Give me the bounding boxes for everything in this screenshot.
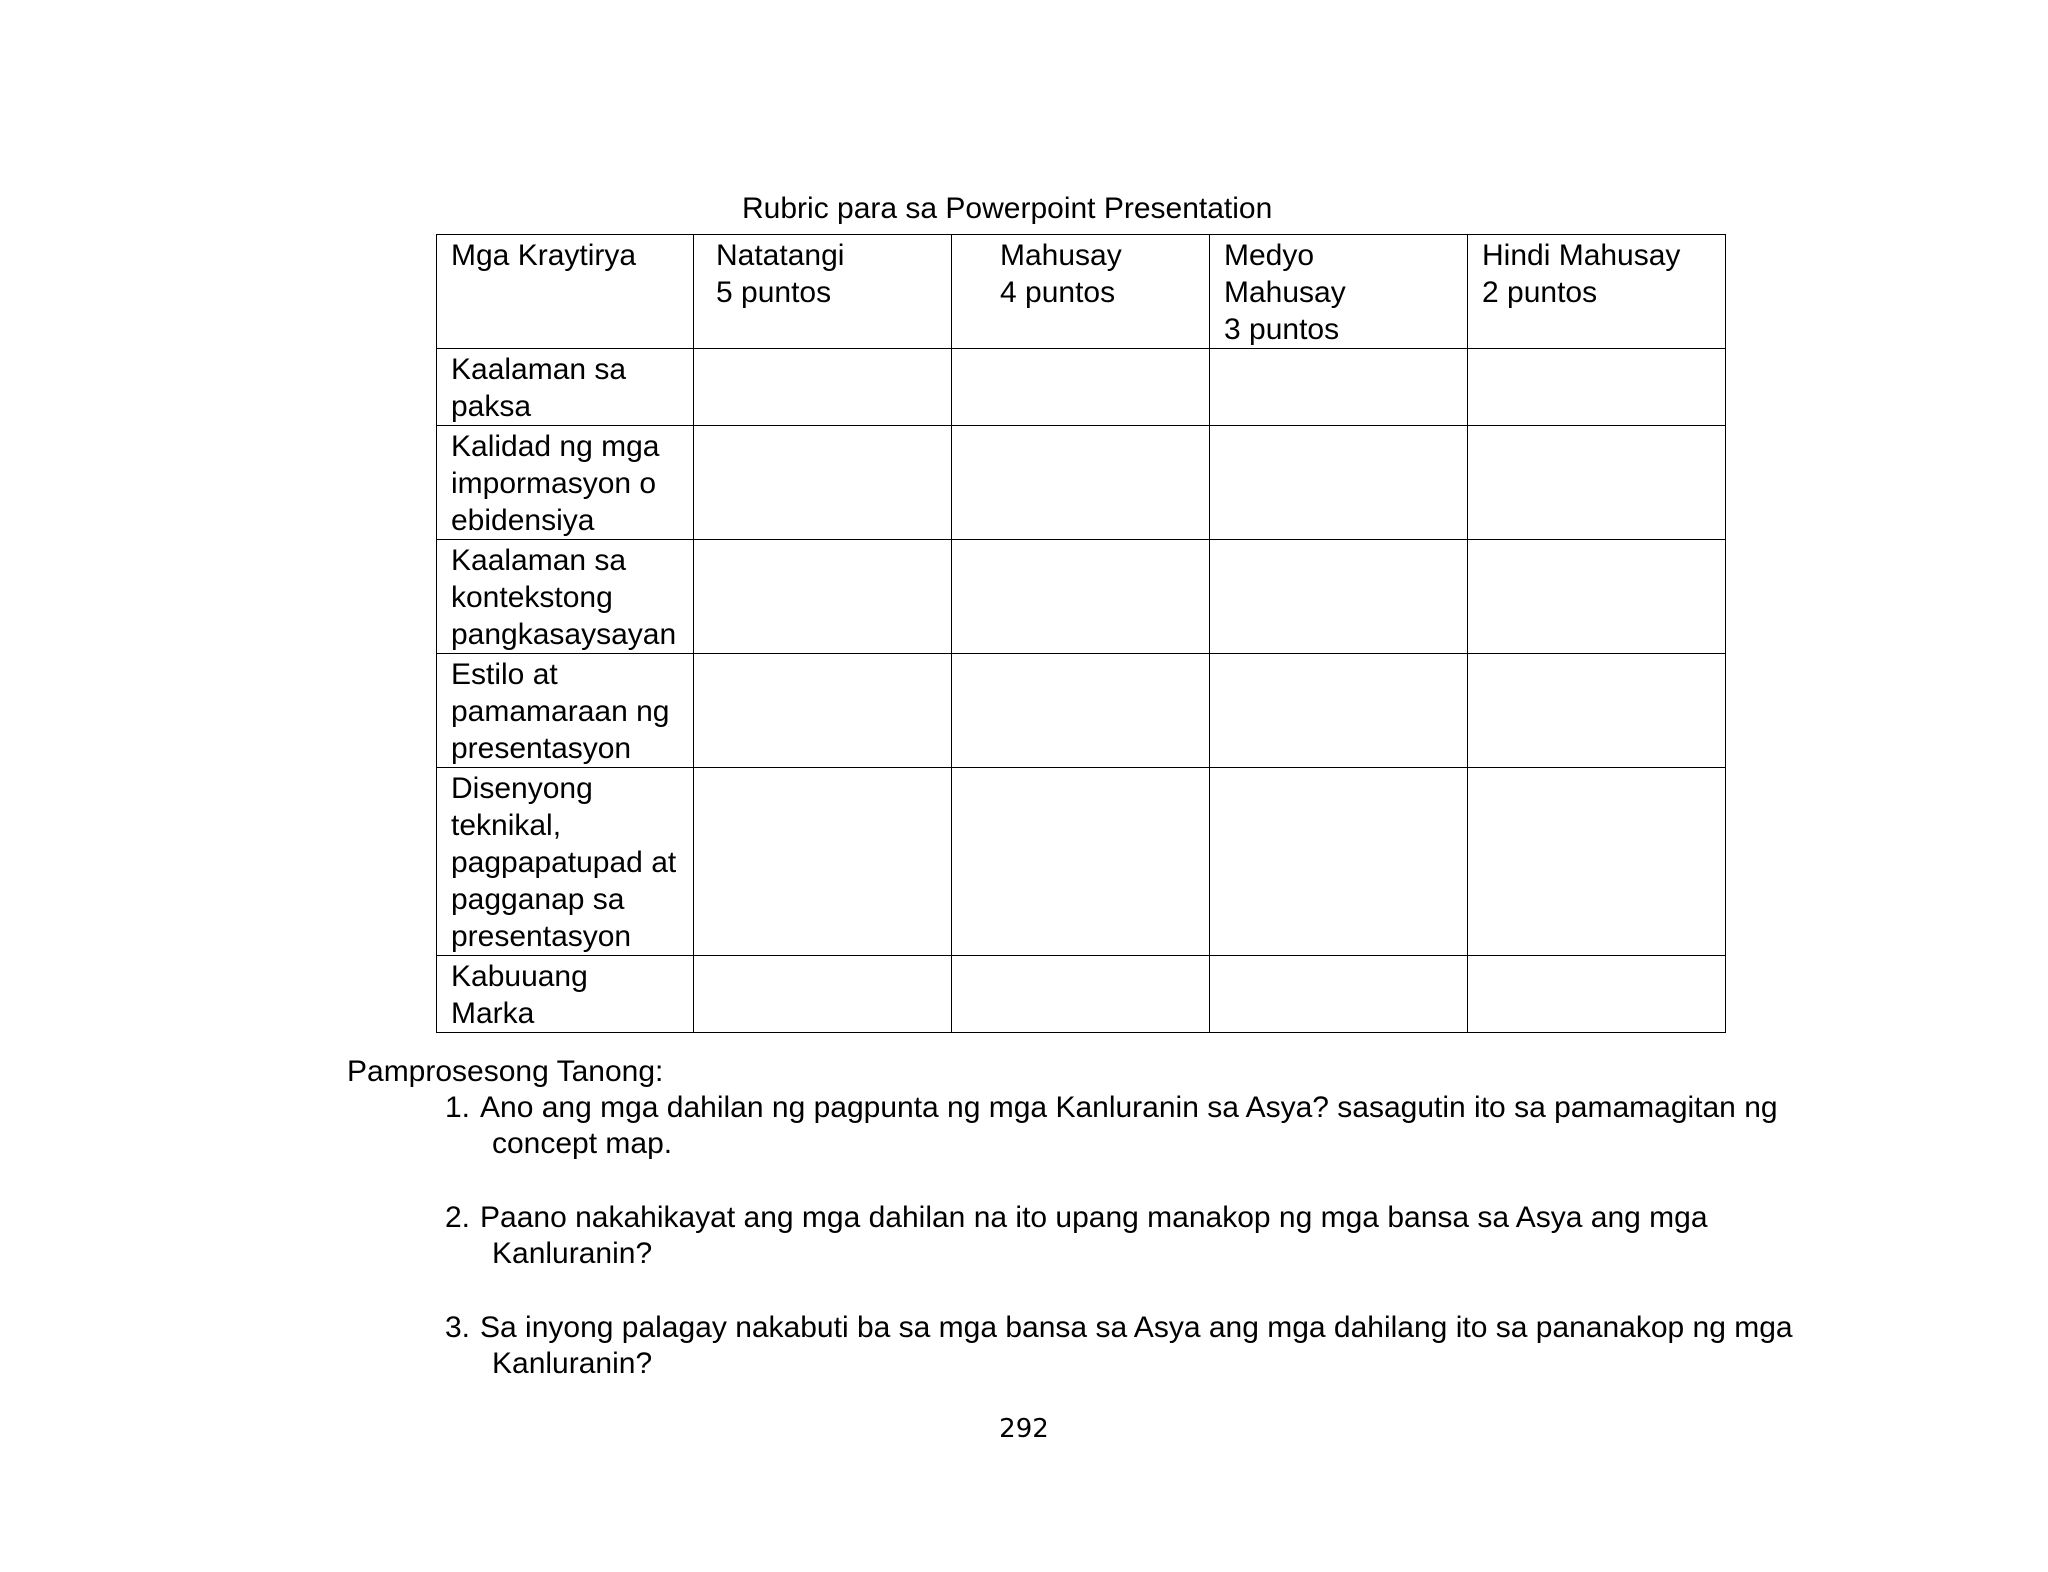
score-cell[interactable] <box>1468 768 1726 956</box>
rubric-row <box>437 349 1726 426</box>
score-cell[interactable] <box>1210 426 1468 540</box>
score-cell[interactable] <box>694 956 952 1033</box>
score-cell[interactable] <box>952 654 1210 768</box>
score-cell[interactable] <box>1468 426 1726 540</box>
criterion-cell <box>437 956 694 1033</box>
question-text: Paano nakahikayat ang mga dahilan na ito upang manakop ng mga bansa sa Asya ang mga Kanluranin? <box>480 1201 1708 1270</box>
questions-heading: Pamprosesong Tanong: <box>347 1055 664 1088</box>
score-cell[interactable] <box>952 426 1210 540</box>
rubric-row <box>437 540 1726 654</box>
header-cell-hindi-mahusay <box>1468 235 1726 349</box>
score-cell[interactable] <box>694 540 952 654</box>
rubric-header-row <box>437 235 1726 349</box>
score-cell[interactable] <box>952 540 1210 654</box>
question-number: 1. <box>445 1091 471 1124</box>
criterion-cell <box>437 654 694 768</box>
question-number: 2. <box>445 1201 471 1234</box>
score-cell[interactable] <box>694 654 952 768</box>
header-label: Natatangi 5 puntos <box>716 239 845 309</box>
criterion-label: Kabuuang Marka <box>451 960 588 1030</box>
score-cell[interactable] <box>1468 540 1726 654</box>
rubric-table <box>436 234 1726 1033</box>
question-item <box>445 1090 1847 1162</box>
header-label: Mahusay 4 puntos <box>1000 239 1122 309</box>
score-cell[interactable] <box>1468 349 1726 426</box>
question-text: Ano ang mga dahilan ng pagpunta ng mga Kanluranin sa Asya? sasagutin ito sa pamamagitan ng concept map. <box>480 1091 1778 1160</box>
header-label: Mga Kraytirya <box>451 239 637 272</box>
question-text: Sa inyong palagay nakabuti ba sa mga bansa sa Asya ang mga dahilang ito sa pananakop ng mga Kanluranin? <box>480 1311 1793 1380</box>
criterion-label: Disenyong teknikal, pagpapatupad at pagganap sa presentasyon <box>451 772 677 953</box>
header-label: Medyo Mahusay 3 puntos <box>1224 239 1346 346</box>
score-cell[interactable] <box>1210 654 1468 768</box>
question-item <box>445 1310 1847 1382</box>
score-cell[interactable] <box>952 349 1210 426</box>
criterion-label: Estilo at pamamaraan ng presentasyon <box>451 658 670 765</box>
score-cell[interactable] <box>952 956 1210 1033</box>
header-cell-criteria <box>437 235 694 349</box>
score-cell[interactable] <box>694 426 952 540</box>
score-cell[interactable] <box>694 349 952 426</box>
criterion-label: Kalidad ng mga impormasyon o ebidensiya <box>451 430 660 537</box>
rubric-row <box>437 426 1726 540</box>
criterion-cell <box>437 540 694 654</box>
score-cell[interactable] <box>952 768 1210 956</box>
score-cell[interactable] <box>1210 349 1468 426</box>
processing-questions <box>347 1054 1847 1420</box>
score-cell[interactable] <box>1210 956 1468 1033</box>
questions-list <box>347 1090 1847 1382</box>
page-number: 292 <box>999 1414 1049 1444</box>
criterion-cell <box>437 349 694 426</box>
header-cell-medyo-mahusay <box>1210 235 1468 349</box>
criterion-cell <box>437 426 694 540</box>
table-title: Rubric para sa Powerpoint Presentation <box>742 192 1273 225</box>
question-item <box>445 1200 1847 1272</box>
header-cell-natatangi <box>694 235 952 349</box>
criterion-label: Kaalaman sa kontekstong pangkasaysayan <box>451 544 677 651</box>
header-label: Hindi Mahusay 2 puntos <box>1482 239 1681 309</box>
score-cell[interactable] <box>694 768 952 956</box>
criterion-label: Kaalaman sa paksa <box>451 353 627 423</box>
rubric-row <box>437 654 1726 768</box>
score-cell[interactable] <box>1468 956 1726 1033</box>
rubric-row <box>437 768 1726 956</box>
score-cell[interactable] <box>1210 768 1468 956</box>
criterion-cell <box>437 768 694 956</box>
header-cell-mahusay <box>952 235 1210 349</box>
score-cell[interactable] <box>1468 654 1726 768</box>
score-cell[interactable] <box>1210 540 1468 654</box>
question-number: 3. <box>445 1311 471 1344</box>
rubric-row-total <box>437 956 1726 1033</box>
